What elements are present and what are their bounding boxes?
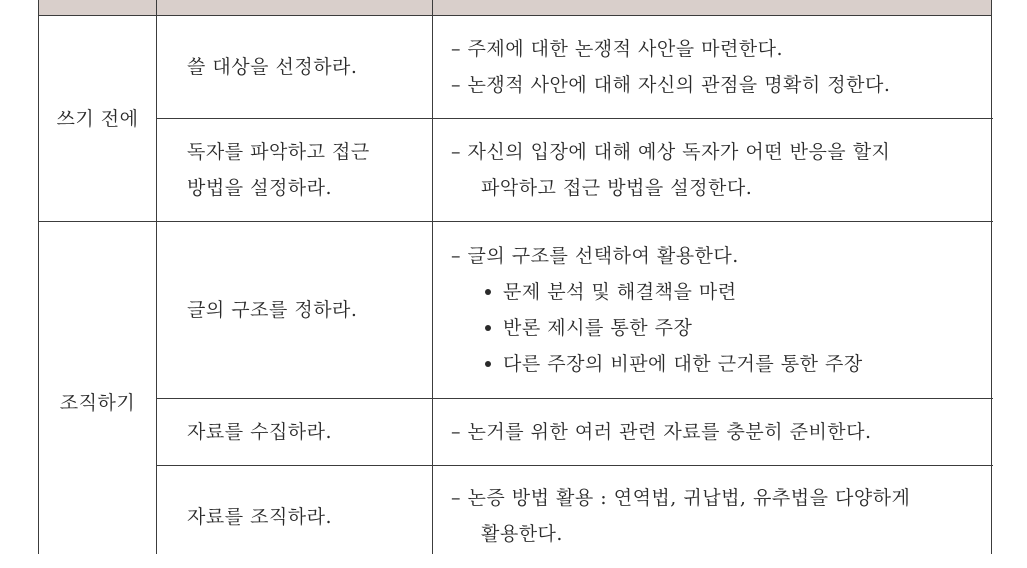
bullet-item: [451, 346, 991, 382]
step-cell: [187, 119, 427, 221]
description-line: – 글의 구조를 선택하여 활용한다.: [451, 245, 739, 267]
writing-steps-table: [38, 0, 992, 554]
description-line: 파악하고 접근 방법을 설정한다.: [481, 177, 753, 199]
step-label: 쓸 대상을 선정하라.: [187, 56, 358, 78]
description-cell: [451, 466, 991, 566]
bullet-icon: [485, 289, 491, 295]
bullet-text: 반론 제시를 통한 주장: [503, 317, 693, 339]
column-divider: [156, 0, 157, 554]
category-cell: [39, 222, 156, 554]
bullet-item: [451, 274, 991, 310]
category-label: 조직하기: [59, 392, 136, 414]
step-cell: [187, 222, 427, 398]
description-cell: [451, 16, 991, 118]
step-cell: [187, 16, 427, 118]
category-label: 쓰기 전에: [56, 107, 139, 130]
step-cell: [187, 466, 427, 568]
step-label: 자료를 조직하라.: [187, 506, 333, 528]
description-cell: [451, 119, 991, 221]
column-divider: [432, 0, 433, 554]
description-line: 활용한다.: [481, 523, 563, 545]
description-line: – 자신의 입장에 대해 예상 독자가 어떤 반응을 할지: [451, 141, 891, 163]
step-label: 자료를 수집하라.: [187, 421, 333, 443]
step-label: 독자를 파악하고 접근: [187, 141, 370, 163]
description-line: – 주제에 대한 논쟁적 사안을 마련한다.: [451, 38, 784, 60]
bullet-text: 문제 분석 및 해결책을 마련: [503, 281, 737, 303]
bullet-icon: [485, 325, 491, 331]
description-cell: [451, 399, 991, 465]
bullet-item: [451, 310, 991, 346]
bullet-icon: [485, 361, 491, 367]
description-line: – 논쟁적 사안에 대해 자신의 관점을 명확히 정한다.: [451, 74, 891, 96]
description-line: – 논거를 위한 여러 관련 자료를 충분히 준비한다.: [451, 421, 872, 443]
description-line: – 논증 방법 활용 : 연역법, 귀납법, 유추법을 다양하게: [451, 487, 911, 509]
step-label: 방법을 설정하라.: [187, 177, 333, 199]
description-cell: [451, 222, 991, 398]
bullet-text: 다른 주장의 비판에 대한 근거를 통한 주장: [503, 353, 863, 375]
category-cell: [39, 16, 156, 221]
step-cell: [187, 399, 427, 465]
step-label: 글의 구조를 정하라.: [187, 299, 358, 321]
table-header: [39, 0, 991, 16]
